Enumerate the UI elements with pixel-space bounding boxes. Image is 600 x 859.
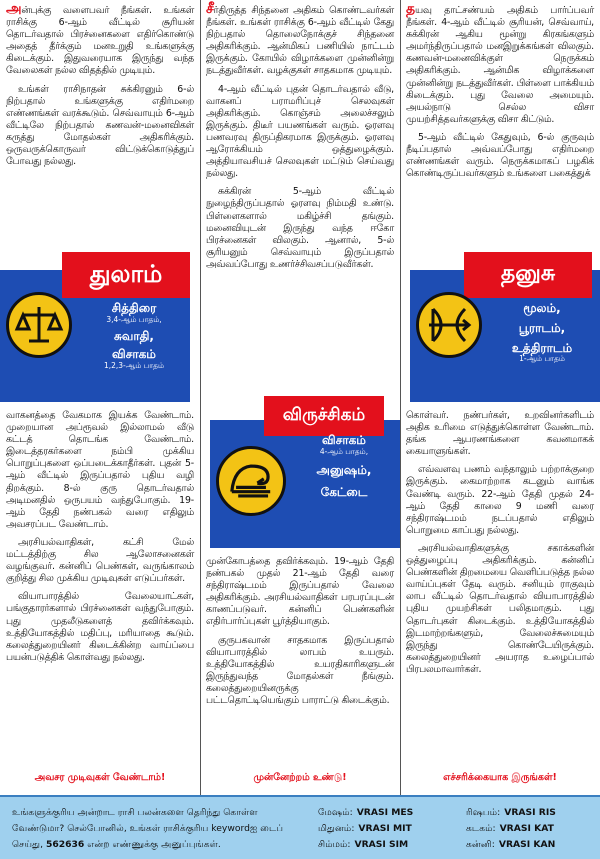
paragraph: வியாபாரத்தில் வேலையாட்கள், பங்குதாரர்களால் பிரச்னைகள் வந்துபோகும். புது முதலீடுகளைத் தவிர்க்கவும். உத்தியோகத்தில் மதிப்பு, மரியாதை கூடும். கலைத்துறையினர் கிடைக்கின்ற வாய்ப்பை பயன்படுத்திக் கொள்வது நல்லது. bbox=[6, 591, 194, 663]
drop-cap: சீ bbox=[206, 1, 214, 17]
paragraph: அரசியல்வாதிகளுக்கு சகாக்களின் ஒத்துழைப்பு அதிகரிக்கும். கன்னிப் பெண்களின் திறமையை வெளிப்படுத்த நல்ல வாய்ப்புகள் தேடி வரும். சனியும் ராகுவும் லாப வீட்டில் தொடர்வதால் வியாபாரத்தில் புதிய முயற்சிகள் பலிதமாகும். புது தொடர்புகள் கிடைக்கும். உத்தியோகத்தில் இடமாற்றங்களும், வேலைச்சுமையும் இருந்து கொண்டேயிருக்கும். கலைத்துறையினர் அயராத உழைப்பால் பிரபலமாவார்கள். bbox=[406, 542, 594, 675]
sms-keyword: VRASI KAT bbox=[499, 823, 554, 834]
sign-title: துலாம் bbox=[62, 252, 190, 298]
viruchigam-details bbox=[206, 556, 394, 713]
drop-cap: த bbox=[406, 1, 415, 17]
scales-icon bbox=[6, 292, 72, 358]
paragraph: 4-ஆம் வீட்டில் புதன் தொடர்வதால் வீடு, வாகனப் பராமரிப்புச் செலவுகள் அதிகரிக்கும். கொஞ்சம் அலைச்சலும் இருக்கும். திடீர் பயணங்கள் வரும். ஓரளவு பணவரவு திருப்திகரமாக இருக்கும். ஓரளவு ஆரோக்கியம் ஒத்துழைக்கும். அத்தியாவசியச் செலவுகள் மட்டும் செய்வது நல்லது. bbox=[206, 83, 394, 180]
thulam-column bbox=[0, 0, 200, 795]
paragraph: யவு தாட்சண்யம் அதிகம் பார்ப்பவர் நீங்கள். 4-ஆம் வீட்டில் சூரியன், செவ்வாய், சுக்கிரன் ஆகிய மூன்று கிரகங்களும் அமர்ந்திருப்பதால் மனஇறுக்கங்கள் விலகும். கணவன்-மனைவிக்குள் நெருக்கம் அதிகரிக்கும். ஆன்மிக விழாக்களை முன்னின்று நடத்துவீர்கள். பிள்ளை பாக்கியம் கிடைக்கும். புது வேலை அமையும். அயல்நாடு செல்ல விசா முயற்சித்தவர்களுக்கு விசா கிட்டும். bbox=[406, 5, 594, 125]
star-name: விசாகம் bbox=[112, 347, 156, 362]
viruchigam-intro bbox=[206, 1, 394, 277]
star-name: சுவாதி, bbox=[114, 329, 154, 344]
sms-code-row bbox=[318, 805, 413, 821]
sign-name: கன்னி: bbox=[466, 839, 495, 850]
sms-code-row bbox=[466, 805, 556, 821]
star-name: சித்திரை bbox=[111, 301, 157, 315]
scorpion-icon bbox=[216, 446, 286, 516]
paragraph: 5-ஆம் வீட்டில் கேதுவும், 6-ல் குருவும் நீடிப்பதால் அவ்வப்போது எதிர்மறை எண்ணங்கள் வரும். நெருக்கமாகப் பழகிக் கொண்டிருப்பவர்களும் உங்களை பகைத்துக் bbox=[406, 131, 594, 180]
dhanusu-banner bbox=[400, 248, 600, 402]
star-name: அனுஷம், bbox=[316, 463, 372, 478]
sign-name: மிதுனம்: bbox=[318, 823, 355, 834]
sms-code-row bbox=[466, 837, 556, 853]
viruchigam-banner bbox=[200, 396, 400, 550]
sms-keyword: VRASI MES bbox=[356, 807, 414, 818]
paragraph: எவ்வளவு பணம் வந்தாலும் பற்றாக்குறை இருக்கும். கைமாற்றாக கடனும் வாங்க வேண்டி வரும். 22-ஆம் தேதி முதல் 24-ஆம் தேதி காலை 9 மணி வரை சந்திராஷ்டமம் நடப்பதால் எதிலும் பொறுமை காப்பது நல்லது. bbox=[406, 464, 594, 536]
sms-codes-right bbox=[466, 805, 556, 853]
paragraph: அரசியல்வாதிகள், கட்சி மேல் மட்டத்திற்கு சில ஆலோசனைகள் வழங்குவர். கன்னிப் பெண்கள், வருங்காலம் குறித்து சில முக்கிய முடிவுகள் எடுப்பர்கள். bbox=[6, 536, 194, 585]
paragraph: உங்கள் ராசிநாதன் சுக்கிரனும் 6-ல் நிற்பதால் உங்களுக்கு எதிர்மறை எண்ணங்கள் வரக்கூடும். செவ்வாயும் 6-ஆம் வீட்டிலே நிற்பதால் கணவன்-மனைவிகள் கருத்து மோதல்கள் அதிகரிக்கும். ஒருவருக்கொருவர் விட்டுக்கொடுத்துப் போவது நல்லது. bbox=[6, 83, 194, 168]
viruchigam-column bbox=[200, 0, 400, 795]
star-name: பூராடம், bbox=[518, 320, 566, 335]
dhanusu-intro bbox=[406, 1, 594, 186]
paragraph: ன்புக்கு வளைபவர் நீங்கள். உங்கள் ராசிக்கு 6-ஆம் வீட்டில் சூரியன் தொடர்வதால் பிரச்னைகளை எதிர்கொண்டு அதைத் தீர்க்கும் மனஉறுதி உங்களுக்கு கிடைக்கும். இதுவரையாக இருந்து வந்த வேலைகள் நல்ல விதத்தில் முடியும். bbox=[6, 5, 194, 77]
sms-instructions bbox=[12, 805, 312, 853]
sms-footer bbox=[0, 795, 600, 859]
sms-code-row bbox=[318, 821, 413, 837]
sign-name: சிம்மம்: bbox=[318, 839, 351, 850]
sms-number: 562636 bbox=[45, 839, 85, 850]
paragraph: வாகனத்தை வேகமாக இயக்க வேண்டாம். முறையான அப்ரூவல் இல்லாமல் வீடு கட்டத் தொடங்க வேண்டாம். இடைத்தரகர்களை நம்பி முக்கிய பொறுப்புகளை ஒப்படைக்காதீர்கள். புதன் 5-ஆம் வீட்டில் இருப்பதால் புதிய வழி திறக்கும். 8-ல் குரு தொடர்வதால் அடிமனதில் ஒருபயம் வந்துபோகும். 19-ஆம் தேதி நண்பகல் வரை எதிலும் அவசரப்பட வேண்டாம். bbox=[6, 410, 194, 530]
star-name: விசாகம் bbox=[322, 433, 366, 447]
thulam-intro bbox=[6, 1, 194, 174]
star-name: உத்திராடம் bbox=[511, 340, 573, 355]
sms-keyword: VRASI RIS bbox=[504, 807, 556, 818]
sms-keyword: VRASI KAN bbox=[498, 839, 556, 850]
star-name: கேட்டை bbox=[320, 485, 368, 500]
sms-text: என்ற எண்ணுக்கு அனுப்புங்கள். bbox=[87, 839, 221, 850]
star-name: மூலம், bbox=[523, 301, 561, 315]
dhanusu-column bbox=[400, 0, 600, 795]
bow-arrow-icon bbox=[416, 292, 482, 358]
paragraph: ர்திருத்த சிந்தனை அதிகம் கொண்டவர்கள் நீங்கள். உங்கள் ராசிக்கு 6-ஆம் வீட்டில் கேது நிற்பதால் தொலைநோக்குச் சிந்தனை அதிகரிக்கும். ஆன்மிகப் பணியில் நாட்டம் இருக்கும். கோயில் விழாக்களை முன்னின்று நடத்துவீர்கள். வழக்குகள் சாதகமாக முடியும். bbox=[206, 5, 394, 77]
paragraph: கொள்வர். நண்பர்கள், உறவினர்களிடம் அதிக உரிமை எடுத்துக்கொள்ள வேண்டாம். தங்க ஆபரணங்களை கவனமாகக் கையாளுங்கள். bbox=[406, 410, 594, 458]
star-pada: 3,4-ஆம் பாதம், bbox=[106, 314, 162, 324]
paragraph: சுக்கிரன் 5-ஆம் வீட்டில் நுழைந்திருப்பதால் ஓரளவு நிம்மதி உண்டு. பிள்ளைகளால் மகிழ்ச்சி தங்கும். மனைவியுடன் இருந்து வந்த ஈகோ பிரச்னைகள் விலகும். ஆனால், 5-ல் சூரியனும் செவ்வாயும் இருப்பதால் அவ்வப்போது உணர்ச்சிவசப்படுவீர்கள். bbox=[206, 186, 394, 270]
star-pada: 1-ஆம் பாதம் bbox=[519, 354, 565, 364]
sms-text: உங்களுக்குரிய அன்றாட ராசி பலன்களை தெரிந்து கொள்ள வேண்டுமா? செல்போனில், உங்கள் ராசிக்குரிய keywordஐ டைப் செய்து, bbox=[12, 807, 284, 850]
thulam-closing: அவசர முடிவுகள் வேண்டாம்! bbox=[34, 772, 166, 783]
thulam-banner bbox=[0, 248, 200, 402]
sms-keyword: VRASI SIM bbox=[354, 839, 409, 850]
paragraph: குருபகவான் சாதகமாக இருப்பதால் வியாபாரத்தில் லாபம் உயரும். உத்தியோகத்தில் உயரதிகாரிகளுடன் இருந்துவந்த மோதல்கள் நீங்கும். கலைத்துறையினருக்கு பட்டதொட்டியெங்கும் பாராட்டு கிடைக்கும். bbox=[206, 634, 394, 707]
viruchigam-closing: முன்னேற்றம் உண்டு! bbox=[253, 772, 347, 783]
paragraph: முன்கோபத்தை தவிர்க்கவும். 19-ஆம் தேதி நண்பகல் முதல் 21-ஆம் தேதி வரை சந்திராஷ்டமம் இருப்பதால் வேலை அதிகரிக்கும். அரசியல்வாதிகள் பரபரப்புடன் காணப்படுவர். கன்னிப் பெண்களின் எதிர்பார்ப்புகள் பூர்த்தியாகும். bbox=[206, 556, 394, 628]
sms-code-row bbox=[466, 821, 556, 837]
star-pada: 1,2,3-ஆம் பாதம் bbox=[103, 361, 165, 371]
sms-keyword: VRASI MIT bbox=[358, 823, 412, 834]
star-pada: 4-ஆம் பாதம், bbox=[319, 446, 369, 456]
sign-title: விருச்சிகம் bbox=[264, 396, 384, 436]
dhanusu-details bbox=[406, 410, 594, 682]
thulam-details bbox=[6, 410, 194, 670]
sign-title: தனுசு bbox=[464, 252, 592, 298]
sign-name: மேஷம்: bbox=[318, 807, 353, 818]
sms-codes-left bbox=[318, 805, 413, 853]
sign-name: ரிஷபம்: bbox=[466, 807, 501, 818]
star-list bbox=[296, 434, 392, 500]
star-list bbox=[80, 302, 188, 371]
drop-cap: அ bbox=[6, 1, 22, 17]
dhanusu-closing: எச்சரிக்கையாக இருங்கள்! bbox=[443, 772, 557, 783]
sign-name: கடகம்: bbox=[466, 823, 496, 834]
star-list bbox=[490, 302, 594, 364]
sms-code-row bbox=[318, 837, 413, 853]
